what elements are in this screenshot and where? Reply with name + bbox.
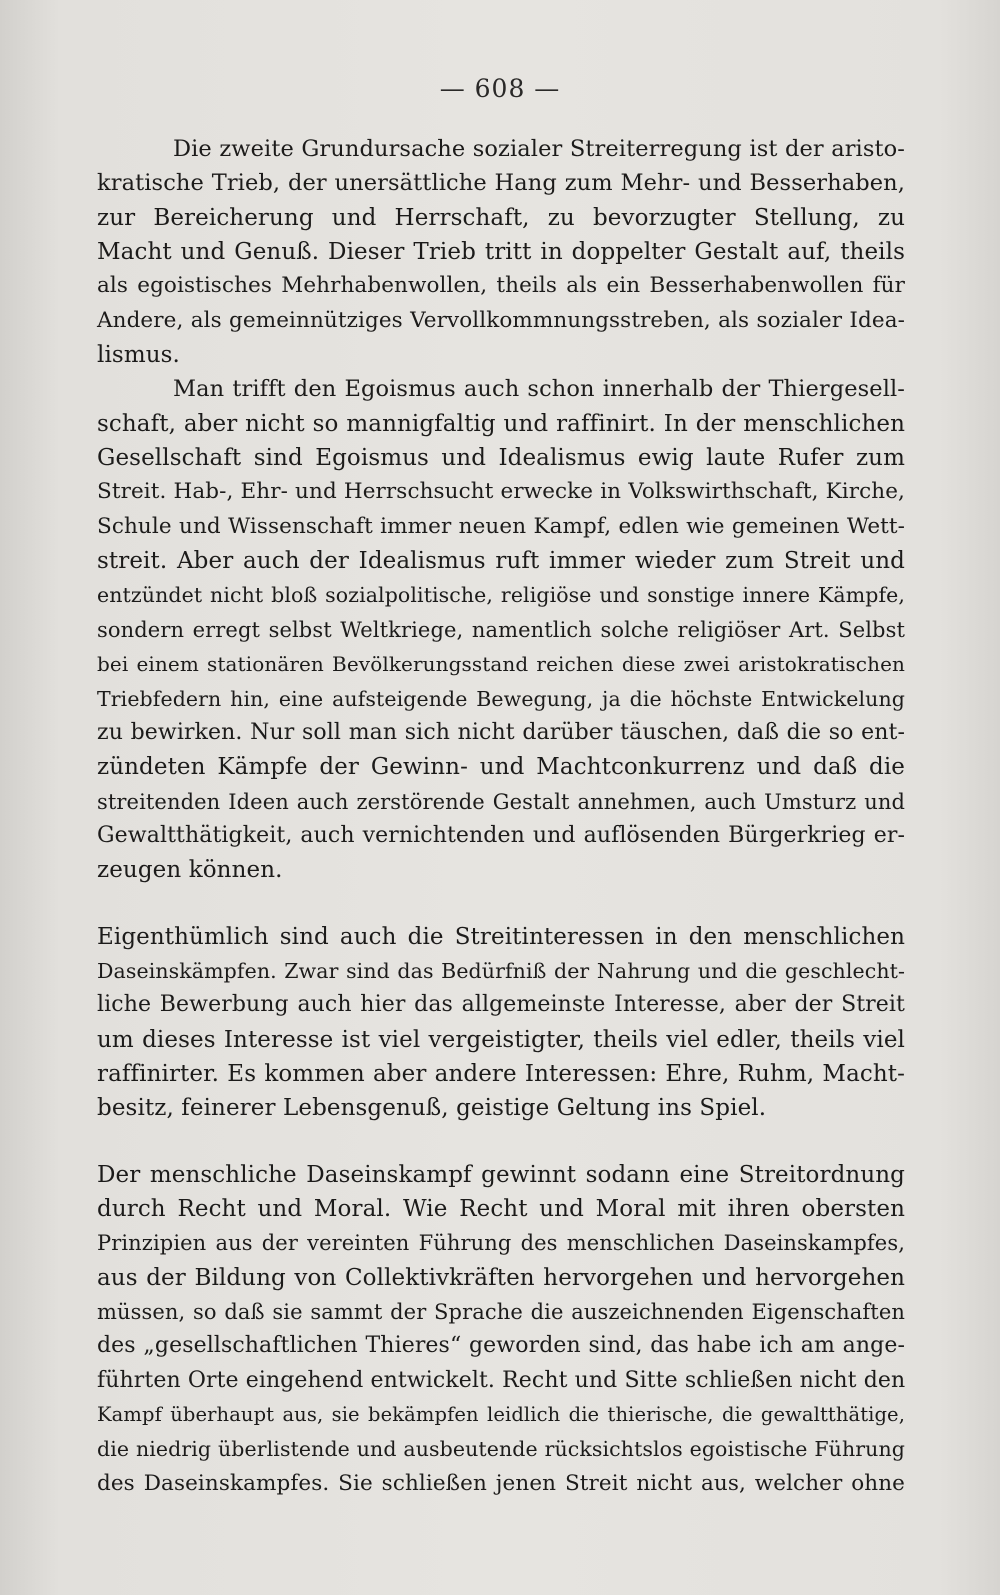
text-line: Die zweite Grundursache sozialer Streiterregung ist der aristo-: [173, 136, 905, 162]
text-line: bei einem stationären Bevölkerungsstand reichen diese zwei aristokratischen: [97, 652, 905, 677]
text-line: die niedrig überlistende und ausbeutende rücksichtslos egoistische Führung: [97, 1437, 905, 1462]
text-line: Der menschliche Daseinskampf gewinnt sodann eine Streitordnung: [97, 1161, 905, 1188]
text-line: Gesellschaft sind Egoismus und Idealismus ewig laute Rufer zum: [97, 445, 905, 472]
text-line: Streit. Hab-, Ehr- und Herrschsucht erwecke in Volkswirthschaft, Kirche,: [97, 479, 905, 505]
text-line: des Daseinskampfes. Sie schließen jenen Streit nicht aus, welcher ohne: [97, 1470, 905, 1496]
text-line: aus der Bildung von Collektivkräften hervorgehen und hervorgehen: [97, 1264, 905, 1291]
text-line: Eigenthümlich sind auch die Streitinteressen in den menschlichen: [97, 923, 905, 950]
text-line: zeugen können.: [97, 857, 283, 884]
paragraph-3: [97, 920, 905, 1126]
text-line: zu bewirken. Nur soll man sich nicht darüber täuschen, daß die so ent-: [97, 719, 905, 745]
text-line: durch Recht und Moral. Wie Recht und Moral mit ihren obersten: [97, 1195, 905, 1222]
text-line: streitenden Ideen auch zerstörende Gestalt annehmen, auch Umsturz und: [97, 789, 905, 814]
paragraph-gap: [97, 888, 905, 920]
text-line: Macht und Genuß. Dieser Trieb tritt in doppelter Gestalt auf, theils: [97, 239, 905, 266]
text-line: des „gesellschaftlichen Thieres“ geworden sind, das habe ich am ange-: [97, 1333, 905, 1359]
text-line: Andere, als gemeinnütziges Vervollkommnungsstreben, als sozialer Idea-: [97, 307, 905, 333]
paragraph-1: [97, 132, 905, 372]
text-line: raffinirter. Es kommen aber andere Interessen: Ehre, Ruhm, Macht-: [97, 1060, 905, 1087]
text-line: Daseinskämpfen. Zwar sind das Bedürfniß der Nahrung und die geschlecht-: [97, 958, 905, 983]
text-line: Kampf überhaupt aus, sie bekämpfen leidlich die thierische, die gewaltthätige,: [97, 1403, 905, 1427]
body-text: [97, 132, 905, 1501]
text-line: lismus.: [97, 342, 180, 369]
paragraph-4: [97, 1158, 905, 1501]
text-line: als egoistisches Mehrhabenwollen, theils als ein Besserhabenwollen für: [97, 273, 905, 299]
text-line: führten Orte eingehend entwickelt. Recht und Sitte schließen nicht den: [97, 1367, 906, 1393]
paragraph-gap: [97, 1126, 905, 1158]
text-line: besitz, feinerer Lebensgenuß, geistige Geltung ins Spiel.: [97, 1095, 767, 1122]
text-line: streit. Aber auch der Idealismus ruft immer wieder zum Streit und: [97, 548, 905, 575]
paragraph-2: [97, 372, 905, 887]
text-line: Triebfedern hin, eine aufsteigende Bewegung, ja die höchste Entwickelung: [97, 686, 905, 711]
text-line: zündeten Kämpfe der Gewinn- und Machtconkurrenz und daß die: [97, 754, 905, 781]
text-line: schaft, aber nicht so mannigfaltig und raffinirt. In der menschlichen: [97, 410, 905, 437]
page-number: — 608 —: [439, 74, 561, 103]
text-line: zur Bereicherung und Herrschaft, zu bevorzugter Stellung, zu: [97, 204, 905, 231]
text-line: liche Bewerbung auch hier das allgemeinste Interesse, aber der Streit: [97, 992, 905, 1018]
text-line: Prinzipien aus der vereinten Führung des menschlichen Daseinskampfes,: [97, 1231, 905, 1256]
text-line: sondern erregt selbst Weltkriege, namentlich solche religiöser Art. Selbst: [97, 617, 905, 642]
text-line: Man trifft den Egoismus auch schon innerhalb der Thiergesell-: [173, 376, 905, 403]
text-line: um dieses Interesse ist viel vergeistigter, theils viel edler, theils viel: [97, 1026, 905, 1053]
text-line: Gewaltthätigkeit, auch vernichtenden und auflösenden Bürgerkrieg er-: [97, 822, 905, 848]
text-line: entzündet nicht bloß sozialpolitische, religiöse und sonstige innere Kämpfe,: [97, 583, 905, 608]
text-line: kratische Trieb, der unersättliche Hang zum Mehr- und Besserhaben,: [97, 170, 905, 197]
text-line: müssen, so daß sie sammt der Sprache die auszeichnenden Eigenschaften: [97, 1300, 905, 1324]
text-line: Schule und Wissenschaft immer neuen Kampf, edlen wie gemeinen Wett-: [97, 513, 905, 539]
